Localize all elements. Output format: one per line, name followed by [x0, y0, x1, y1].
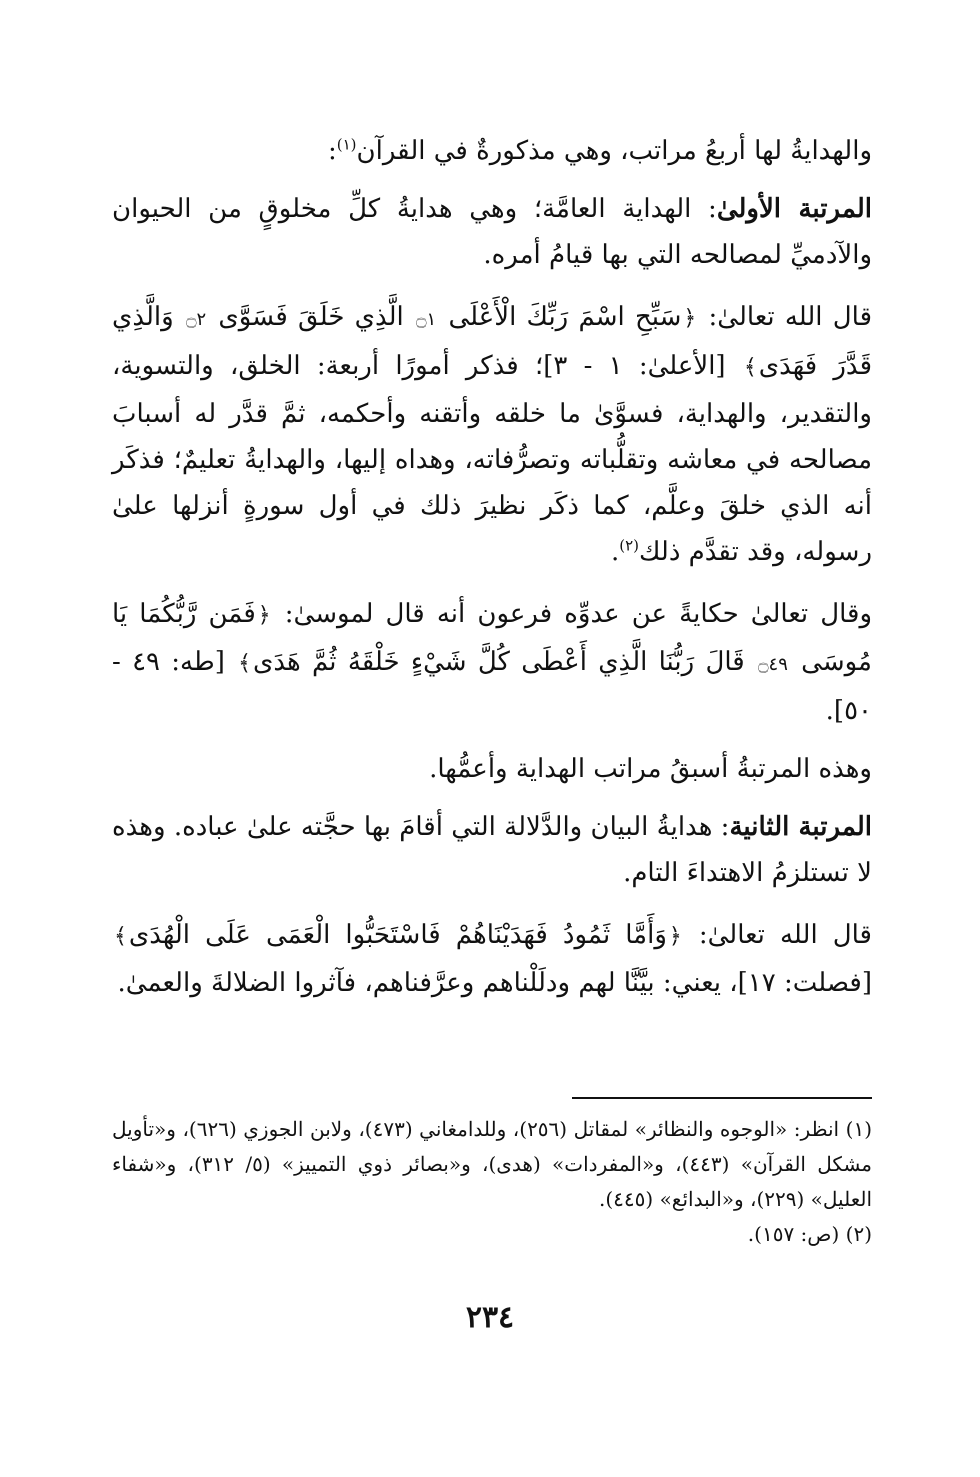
quran-bracket-open: ﴿	[257, 603, 271, 628]
ayah-number-marker: ۝٢	[185, 309, 207, 330]
quran-text: وَالَّذِي قَدَّرَ فَهَدَى	[112, 302, 872, 381]
quran-bracket-open: ﴿	[668, 924, 682, 949]
quran-bracket-close: ﴾	[743, 355, 757, 380]
quran-text: الَّذِي خَلَقَ فَسَوَّى	[218, 302, 404, 332]
verse-reference: [طه: ٤٩ - ٥٠].	[112, 647, 872, 726]
paragraph-ala-verse	[112, 294, 872, 575]
second-rank-heading: المرتبة الثانية	[729, 812, 873, 842]
main-text	[112, 128, 872, 1022]
paragraph-intro	[112, 128, 872, 174]
footnote-number: (٢)	[845, 1222, 872, 1246]
quran-text: وَأَمَّا ثَمُودُ فَهَدَيْنَاهُمْ فَاسْتَحَبُّوا الْعَمَى عَلَى الْهُدَى	[128, 920, 667, 950]
footnote-2	[112, 1217, 872, 1252]
rank-note-text: وهذه المرتبةُ أسبقُ مراتب الهداية وأعمُّها.	[429, 754, 872, 784]
verse-lead: قال الله تعالىٰ:	[698, 920, 872, 950]
quran-text: قَالَ رَبُّنَا الَّذِي أَعْطَى كُلَّ شَيْءٍ خَلْقَهُ ثُمَّ هَدَى	[253, 647, 745, 677]
first-rank-heading: المرتبة الأولىٰ	[716, 194, 872, 224]
commentary-text: [الأعلىٰ: ١ - ٣]؛ فذكر أمورًا أربعة: الخلق، والتسوية، والتقدير، والهداية، فسوَّىٰ ما خلقه وأتقنه وأحكمه، ثمَّ قدَّر له أسبابَ مصالحه في معاشه وتقلُّباته وتصرُّفاته، وهداه إليها، والهدايةُ تعليمٌ؛ فذكَر أنه الذي خلقَ وعلَّم، كما ذكَر نظيرَ ذلك في أول سورةٍ أنزلها علىٰ رسوله، وقد تقدَّم ذلك	[112, 351, 872, 567]
intro-text: والهدايةُ لها أربعُ مراتب، وهي مذكورةٌ في القرآن	[356, 136, 872, 166]
quran-bracket-close: ﴾	[114, 924, 127, 949]
intro-end: :	[327, 136, 337, 166]
quran-text: سَبِّحِ اسْمَ رَبِّكَ الْأَعْلَى	[448, 302, 682, 332]
paragraph-fussilat-verse	[112, 912, 872, 1006]
quran-text: فَمَن رَّبُّكُمَا يَا مُوسَى	[112, 599, 872, 677]
verse-lead: وقال تعالىٰ حكايةً عن عدوِّه فرعون أنه قال لموسىٰ:	[284, 599, 873, 629]
footnote-number: (١)	[845, 1117, 872, 1141]
footnote-ref-2[interactable]: (٢)	[619, 536, 639, 555]
first-rank-text: : الهداية العامَّة؛ وهي هدايةُ كلِّ مخلوقٍ من الحيوان والآدميِّ لمصالحه التي بها قيامُ أمره.	[112, 194, 872, 270]
quran-bracket-open: ﴿	[683, 306, 697, 331]
ayah-number-marker: ۝١	[416, 309, 437, 330]
footnotes	[112, 1112, 872, 1252]
paragraph-taha-verse	[112, 591, 872, 734]
footnote-ref-1[interactable]: (١)	[336, 135, 357, 154]
footnote-text: (ص: ١٥٧).	[747, 1222, 840, 1246]
second-rank-text: : هدايةُ البيان والدَّلالة التي أقامَ بها حجَّته علىٰ عباده. وهذه لا تستلزمُ الاهتداءَ التام.	[112, 812, 872, 888]
verse-lead: قال الله تعالىٰ:	[708, 302, 872, 332]
commentary-end: .	[610, 537, 620, 567]
page-number: ٢٣٤	[465, 1300, 515, 1335]
commentary-text: [فصلت: ١٧]، يعني: بيَّنَّا لهم ودلَلْناهم وعرَّفناهم، فآثروا الضلالةَ والعمىٰ.	[117, 968, 872, 998]
paragraph-second-rank	[112, 804, 872, 896]
paragraph-first-rank	[112, 186, 872, 278]
paragraph-rank-note	[112, 746, 872, 792]
footnote-1	[112, 1112, 872, 1217]
footnote-divider	[572, 1097, 872, 1099]
quran-bracket-close: ﴾	[238, 651, 252, 676]
ayah-number-marker: ۝٤٩	[758, 654, 788, 675]
footnote-text: انظر: «الوجوه والنظائر» لمقاتل (٢٥٦)، وللدامغاني (٤٧٣)، ولابن الجوزي (٦٢٦)، و«تأويل مشكل القرآن» (٤٤٣)، و«المفردات» (هدى)، و«بصائر ذوي التمييز» (٥/ ٣١٢)، و«شفاء العليل» (٢٢٩)، و«البدائع» (٤٤٥).	[112, 1117, 873, 1211]
